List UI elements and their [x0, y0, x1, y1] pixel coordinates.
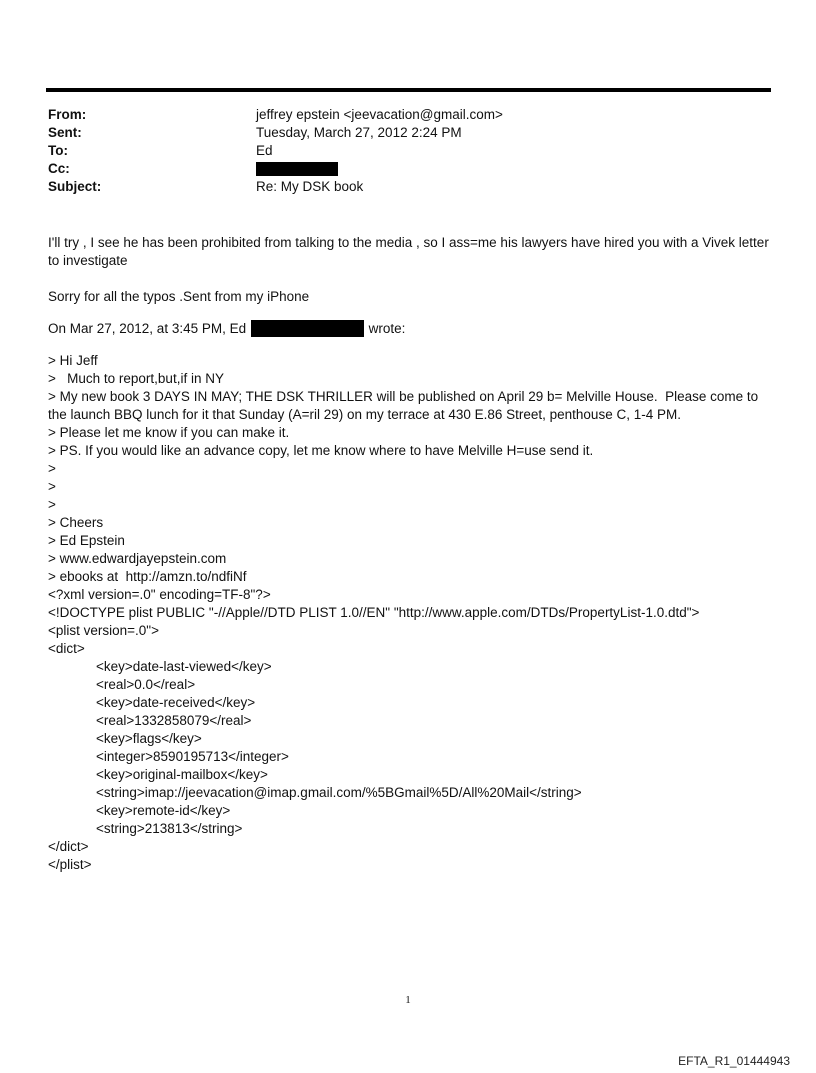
- sent-label: Sent:: [48, 125, 82, 140]
- to-label: To:: [48, 143, 68, 158]
- xml-line: <real>0.0</real>: [96, 677, 196, 692]
- from-value: jeffrey epstein <jeevacation@gmail.com>: [256, 107, 503, 122]
- xml-line: </plist>: [48, 857, 92, 872]
- xml-line: <key>date-last-viewed</key>: [96, 659, 272, 674]
- sender-redaction-box: [251, 320, 364, 337]
- document-id: EFTA_R1_01444943: [678, 1054, 790, 1068]
- to-value: Ed: [256, 143, 273, 158]
- reply-paragraph: I'll try , I see he has been prohibited from talking to the media , so I ass=me his lawyers have hired you with a Vivek letter to investigate: [48, 235, 773, 268]
- sent-value: Tuesday, March 27, 2012 2:24 PM: [256, 125, 462, 140]
- quoted-message: [48, 352, 778, 586]
- xml-line: <dict>: [48, 641, 85, 656]
- xml-line: <key>flags</key>: [96, 731, 202, 746]
- cc-redaction-box: [256, 162, 338, 176]
- typos-line: Sorry for all the typos .Sent from my iPhone: [48, 289, 310, 304]
- xml-line: <key>original-mailbox</key>: [96, 767, 268, 782]
- header-divider: [46, 88, 771, 92]
- quoted-line: > Cheers: [48, 515, 104, 530]
- xml-line: <real>1332858079</real>: [96, 713, 252, 728]
- xml-line: <plist version=.0">: [48, 623, 159, 638]
- quoted-line: > PS. If you would like an advance copy, let me know where to have Melville H=use send it.: [48, 443, 594, 458]
- xml-line: <?xml version=.0" encoding=TF-8"?>: [48, 587, 271, 602]
- sent-row: [48, 124, 768, 142]
- xml-line: <key>date-received</key>: [96, 695, 256, 710]
- attribution-prefix: On Mar 27, 2012, at 3:45 PM, Ed: [48, 321, 247, 336]
- xml-line: <string>213813</string>: [96, 821, 243, 836]
- xml-line: </dict>: [48, 839, 89, 854]
- xml-line: <string>imap://jeevacation@imap.gmail.com/%5BGmail%5D/All%20Mail</string>: [96, 785, 582, 800]
- quoted-line: > Please let me know if you can make it.: [48, 425, 290, 440]
- from-row: [48, 106, 768, 124]
- subject-label: Subject:: [48, 179, 102, 194]
- xml-line: <!DOCTYPE plist PUBLIC "-//Apple//DTD PLIST 1.0//EN" "http://www.apple.com/DTDs/PropertyList-1.0.dtd">: [48, 605, 700, 620]
- xml-line: <integer>8590195713</integer>: [96, 749, 289, 764]
- quoted-line: >: [48, 479, 56, 494]
- cc-row: [48, 160, 768, 178]
- quoted-line: > My new book 3 DAYS IN MAY; THE DSK THRILLER will be published on April 29 b= Melville House. Please come to the launch BBQ lunch for it that Sunday (A=ril 29) on my terrace at 430 E.86 Street, penthouse C, 1-4 PM.: [48, 389, 762, 422]
- quoted-attribution: [48, 320, 778, 338]
- quoted-line: > Hi Jeff: [48, 353, 98, 368]
- subject-row: [48, 178, 768, 196]
- quoted-line: >: [48, 497, 56, 512]
- quoted-line: > ebooks at http://amzn.to/ndfiNf: [48, 569, 247, 584]
- quoted-line: > www.edwardjayepstein.com: [48, 551, 227, 566]
- xml-line: <key>remote-id</key>: [96, 803, 231, 818]
- plist-block: [48, 586, 778, 874]
- email-body: [48, 234, 778, 874]
- to-row: [48, 142, 768, 160]
- subject-value: Re: My DSK book: [256, 179, 364, 194]
- page-number: 1: [405, 994, 411, 1006]
- quoted-line: >: [48, 461, 56, 476]
- cc-label: Cc:: [48, 161, 70, 176]
- from-label: From:: [48, 107, 87, 122]
- attribution-suffix: wrote:: [368, 321, 406, 336]
- email-header: [48, 106, 768, 196]
- quoted-line: > Much to report,but,if in NY: [48, 371, 224, 386]
- quoted-line: > Ed Epstein: [48, 533, 125, 548]
